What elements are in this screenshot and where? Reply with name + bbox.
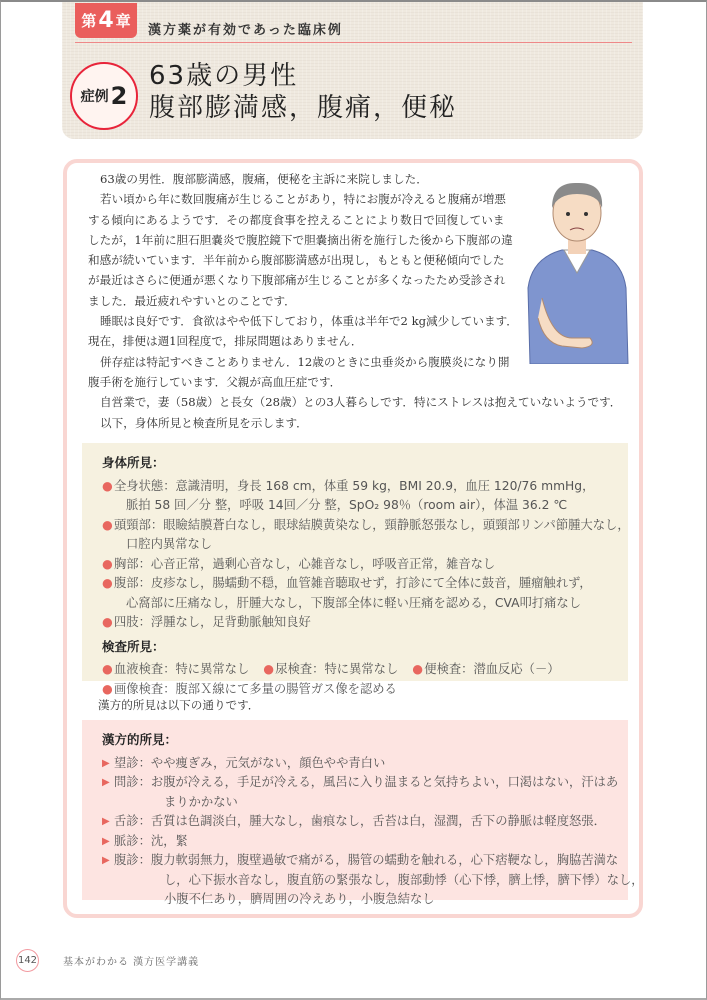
- book-title: 基本がわかる 漢方医学講義: [63, 957, 200, 968]
- body-line: 睡眠は良好です．食欲はやや低下しており，体重は半年で2 kg減少しています．: [100, 314, 518, 329]
- finding-line: 小腹不仁あり，臍周囲の冷えあり，小腹急結なし: [164, 892, 435, 906]
- finding-text: 問診：お腹が冷える，手足が冷える，風呂に入り温まると気持ちよい，口渇はない，汗はあ: [114, 775, 619, 789]
- case-number: 2: [110, 82, 128, 110]
- chapter-suffix: 章: [115, 12, 131, 30]
- lab-text: 尿検査：特に異常なし: [275, 662, 399, 676]
- lab-item: [102, 660, 249, 680]
- finding-line: [102, 613, 628, 633]
- finding-line: 心窩部に圧痛なし，肝腫大なし，下腹部全体に軽い圧痛を認める，CVA叩打痛なし: [126, 595, 582, 610]
- finding-text: 腹部：皮疹なし，腸蠕動不穏，血管雑音聴取せず，打診にて全体に鼓音，腫瘤触れず，: [114, 576, 592, 590]
- triangle-bullet-icon: ▶: [102, 835, 110, 847]
- body-line: 以下，身体所見と検査所見を示します．: [100, 415, 308, 430]
- body-line: 併存症は特記すべきことありません．12歳のときに虫垂炎から腹膜炎になり開: [100, 354, 510, 369]
- body-line: 63歳の男性．腹部膨満感，腹痛，便秘を主訴に来院しました．: [100, 172, 428, 186]
- body-line: ました．最近疲れやすいとのことです．: [88, 293, 296, 308]
- bullet-icon: ●: [412, 662, 423, 676]
- bullet-icon: ●: [102, 478, 113, 493]
- bullet-icon: ●: [102, 517, 113, 532]
- bullet-icon: ●: [102, 576, 113, 590]
- finding-text: 四肢：浮腫なし，足背動脈触知良好: [114, 615, 311, 629]
- bullet-icon: ●: [102, 681, 113, 696]
- finding-text: 望診：やや痩ぎみ，元気がない，顔色やや青白い: [114, 755, 386, 770]
- case-label: 症例: [80, 89, 109, 105]
- divider: [75, 42, 632, 43]
- body-line: する傾向にあるようです．その都度食事を控えることにより数日で回復していま: [88, 212, 505, 227]
- finding-line: 脈拍 58 回／分 整，呼吸 14回／分 整，SpO₂ 98％（room air），体温 36.2 ℃: [126, 498, 568, 512]
- chapter-badge: [75, 3, 137, 38]
- chapter-number: 4: [98, 8, 114, 33]
- title-line: 63歳の男性: [149, 61, 299, 91]
- finding-text: 舌診：舌質は色調淡白，腫大なし，歯痕なし，舌苔は白，湿潤，舌下の静脈は軽度怒張．: [114, 814, 606, 828]
- finding-line: [102, 754, 628, 774]
- body-line: が最近はさらに便通が悪くなり下腹部痛が生じることが多くなったため受診され: [88, 273, 506, 288]
- bullet-icon: ●: [263, 662, 275, 676]
- lab-item: [412, 660, 559, 680]
- finding-line: [102, 832, 628, 852]
- finding-line: 口腔内異常なし: [126, 537, 213, 551]
- triangle-bullet-icon: ▶: [102, 777, 110, 788]
- physical-findings-box: [82, 443, 630, 696]
- body-line: したが，1年前に胆石胆嚢炎で腹腔鏡下で胆嚢摘出術を施行した後から下腹部の違: [88, 232, 513, 247]
- lab-text: 便検査：潜血反応（－）: [424, 662, 560, 676]
- finding-text: 胸部：心音正常，過剰心音なし，心雑音なし，呼吸音正常，雑音なし: [114, 556, 496, 571]
- bullet-icon: ●: [102, 662, 113, 676]
- kampo-heading: 漢方的所見：: [102, 732, 178, 747]
- triangle-bullet-icon: ▶: [102, 816, 110, 827]
- finding-text: 頭頸部：眼瞼結膜蒼白なし，眼球結膜黄染なし，頸静脈怒張なし，頭頸部リンパ節腫大なし，: [114, 517, 630, 532]
- physical-heading: 身体所見：: [102, 455, 165, 470]
- chapter-title: 漢方薬が有効であった臨床例: [148, 23, 343, 38]
- bullet-icon: ●: [102, 556, 113, 571]
- finding-line: [102, 555, 628, 575]
- body-line: 現在，排便は週1回程度で，排尿問題はありません．: [88, 334, 363, 349]
- finding-line: まりかかない: [164, 794, 238, 809]
- bullet-icon: ●: [102, 615, 113, 629]
- finding-line: [102, 477, 628, 497]
- page-number: 142: [16, 949, 39, 972]
- triangle-bullet-icon: ▶: [102, 757, 110, 769]
- finding-text: 全身状態：意識清明，身長 168 cm，体重 59 kg，BMI 20.9，血圧 120/76 mmHg，: [114, 478, 595, 493]
- finding-line: [102, 773, 628, 793]
- case-badge: [70, 62, 138, 130]
- finding-text: 脈診：沈，緊: [114, 833, 188, 848]
- chapter-header: [62, 0, 643, 139]
- body-line: 和感が続いています．半年前から腹部膨満感が出現し，もともと便秘傾向でした: [88, 253, 505, 268]
- lab-heading: 検査所見：: [102, 638, 165, 654]
- patient-illustration: [522, 178, 632, 364]
- kampo-findings-box: [82, 720, 644, 906]
- kampo-intro: 漢方的所見は以下の通りです．: [98, 698, 260, 712]
- body-line: 若い頃から年に数回腹痛が生じることがあり，特にお腹が冷えると腹痛が増悪: [100, 192, 506, 207]
- finding-line: [102, 574, 628, 594]
- page-title: [149, 60, 457, 124]
- body-line: 腹手術を施行しています．父親が高血圧症です．: [88, 374, 342, 389]
- lab-text: 画像検査：腹部Ｘ線にて多量の腸管ガス像を認める: [114, 681, 397, 696]
- finding-line: [102, 516, 628, 536]
- finding-line: し，心下振水音なし，腹直筋の緊張なし，腹部動悸（心下悸，臍上悸，臍下悸）なし，: [164, 872, 644, 887]
- finding-text: 腹診：腹力軟弱無力，腹壁過敏で痛がる，腸管の蠕動を触れる，心下痞鞕なし，胸脇苦満な: [114, 853, 619, 867]
- triangle-bullet-icon: ▶: [102, 855, 110, 866]
- finding-line: [102, 851, 628, 871]
- lab-item: [263, 660, 398, 680]
- body-line: 自営業で，妻（58歳）と長女（28歳）との3人暮らしです．特にストレスは抱えていないようです．: [100, 395, 622, 410]
- lab-text: 血液検査：特に異常なし: [114, 662, 250, 676]
- title-line: 腹部膨満感，腹痛，便秘: [149, 93, 458, 123]
- finding-line: [102, 812, 628, 832]
- chapter-prefix: 第: [81, 12, 97, 30]
